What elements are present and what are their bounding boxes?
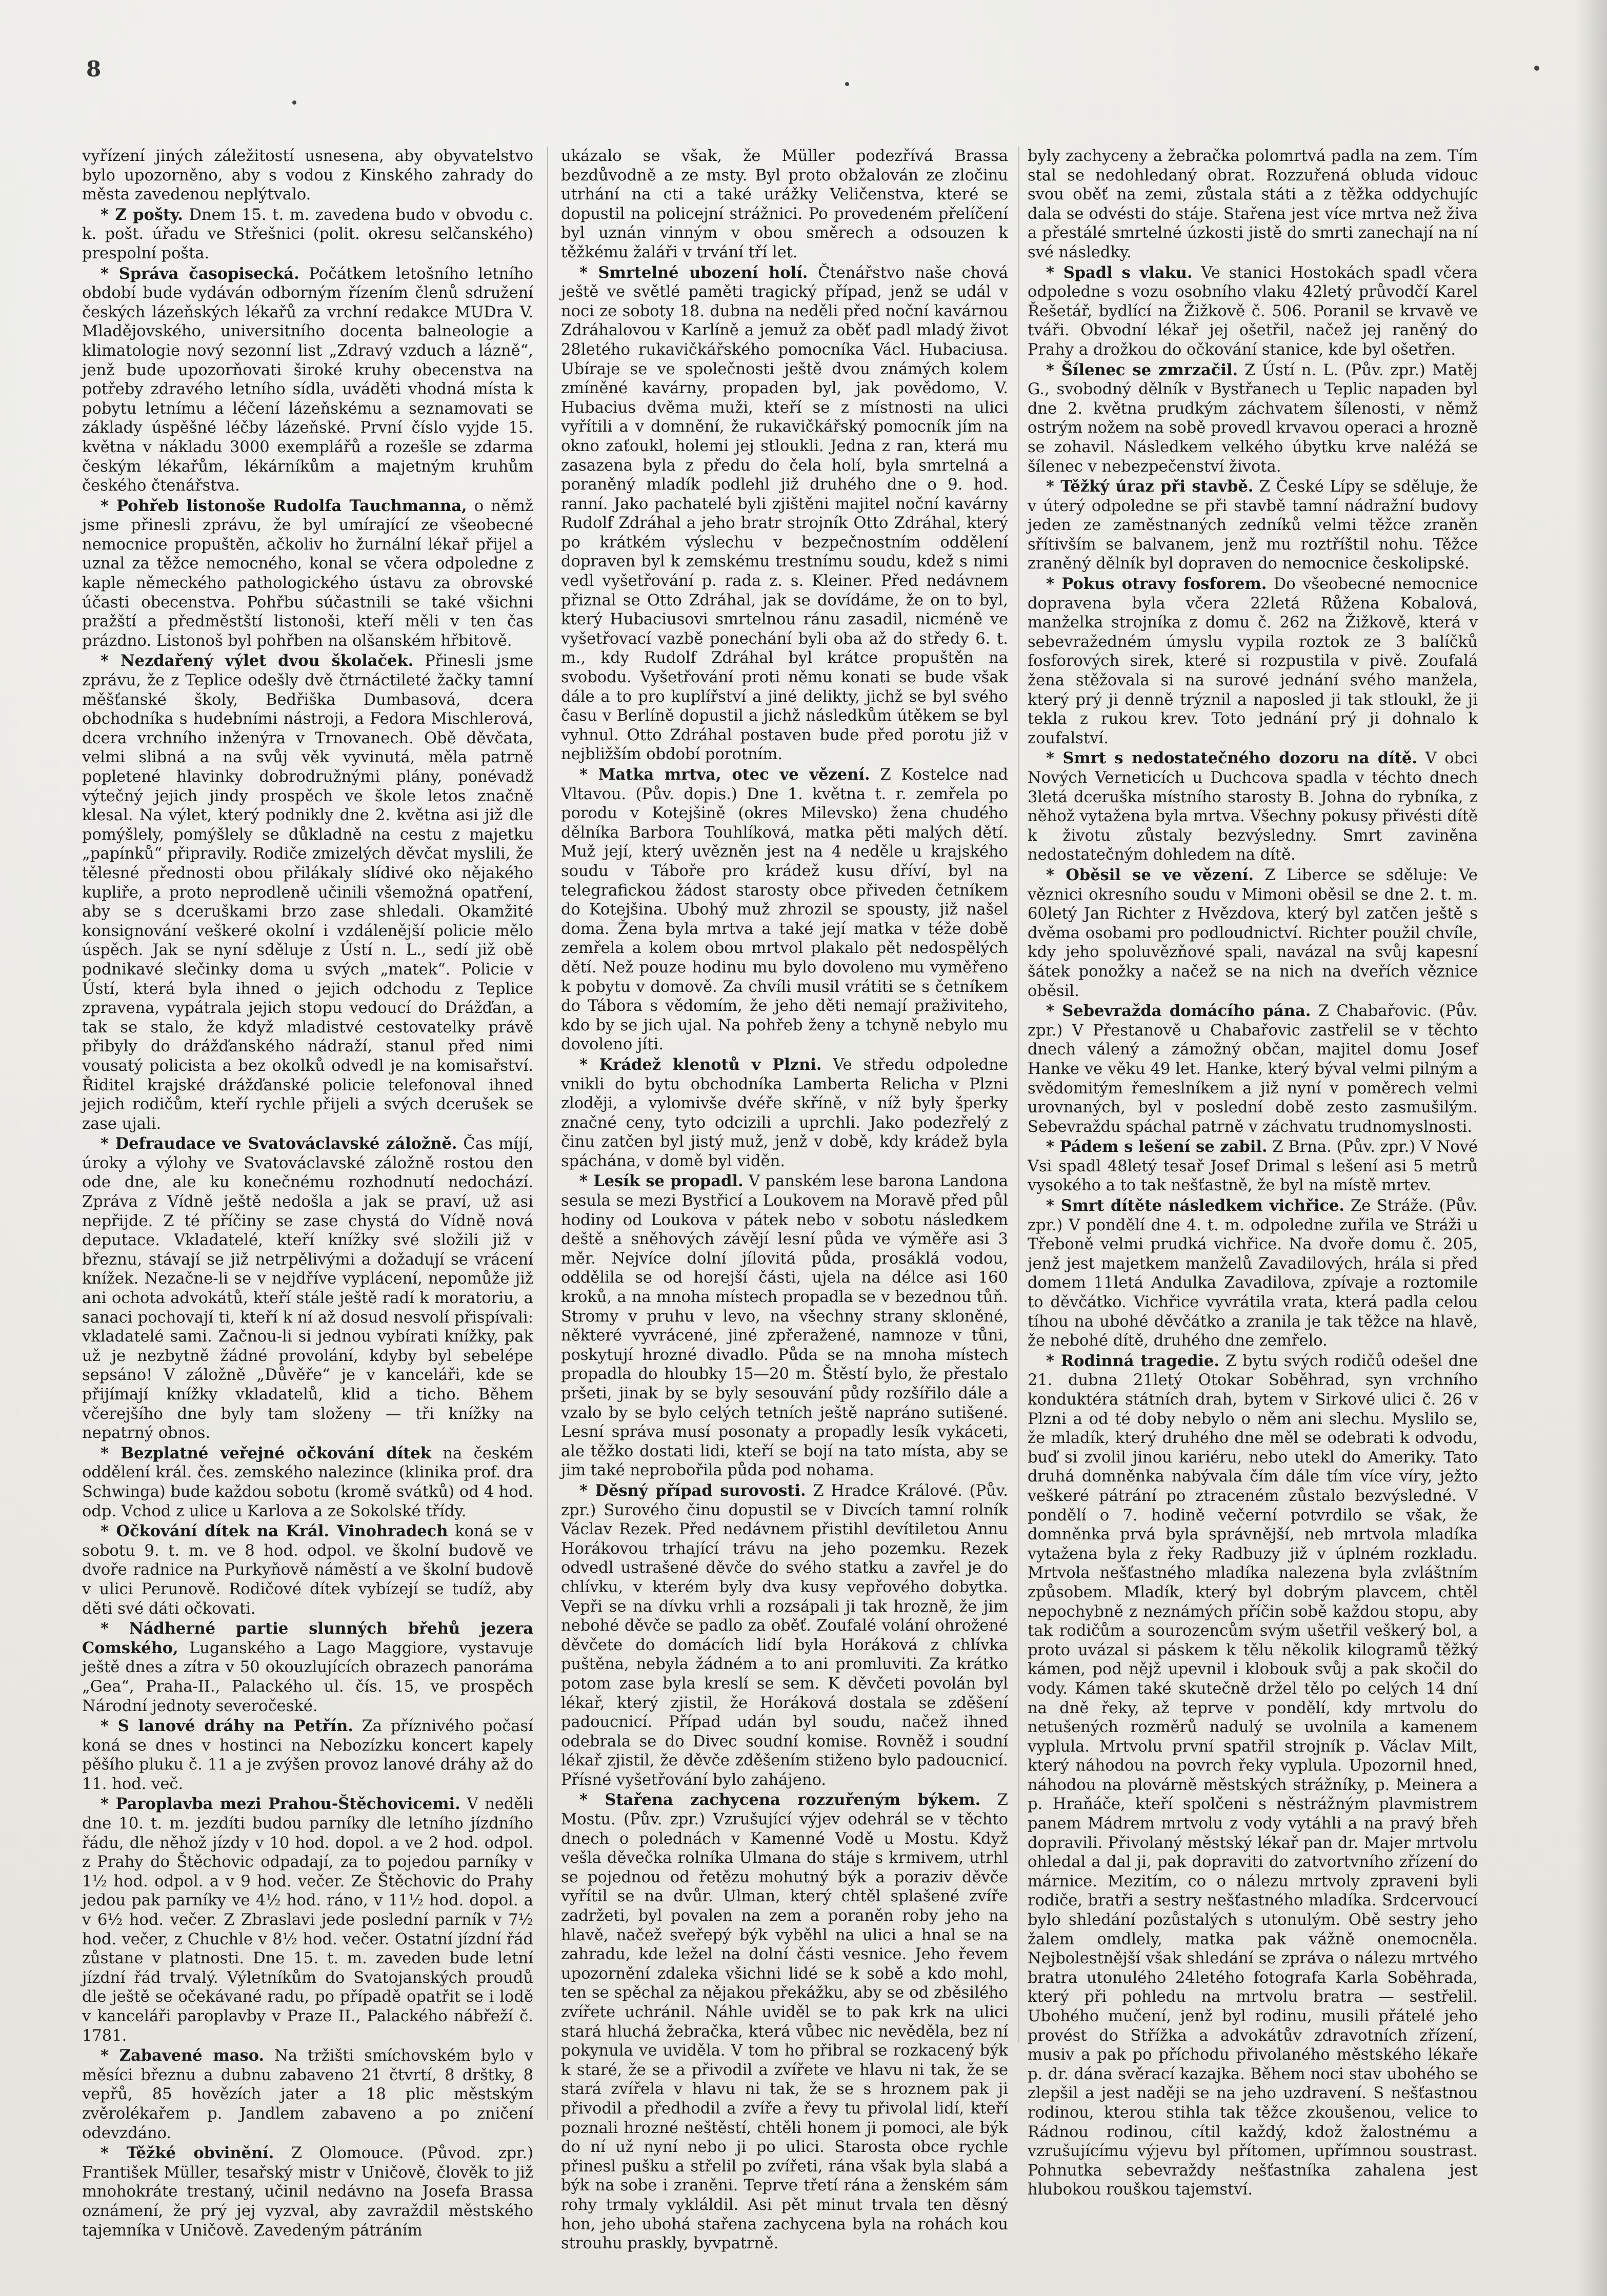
article-paragraph (561, 147, 1008, 262)
article-heading: * Zabavené maso. (101, 2046, 265, 2065)
article-column-1 (82, 147, 533, 2240)
article-heading: * Děsný případ surovosti. (579, 1481, 806, 1500)
speck-mark (845, 82, 849, 86)
column-divider (547, 147, 548, 2120)
article-heading: * Pokus otravy fosforem. (1046, 575, 1267, 594)
article-heading: * Krádež klenotů v Plzni. (579, 1055, 822, 1074)
article-column-2 (561, 147, 1008, 2253)
article-text: Do všeobecné nemocnice dopravena byla včera 22letá Růžena Kobalová, manželka strojníka z domu č. 262 na Žižkově, která v sebevražedném úmyslu vypila roztok ze 3 balíčků fosforových sirek, které si rozpustila v pivě. Zoufalá žena stěžovala si na surové jednání svého manžela, který prý ji denně trýznil a naposled ji tak stloukl, že ji tekla z rukou krev. Toto jednání prý ji dohnalo k zoufalství. (1028, 575, 1478, 747)
article-heading: * Těžký úraz při stavbě. (1046, 477, 1254, 496)
article-paragraph (82, 2046, 533, 2143)
article-paragraph (82, 1619, 533, 1716)
article-text: Z Chabařovic. (Pův. zpr.) V Přestanově u Chabařovic zastřelil se v těchto dnech válený a zámožný občan, majitel domu Josef Hanke ve věku 49 let. Hanke, který býval velmi pilným a svědomitým řemeslníkem a již nyní v poměrech velmi urovnaných, byl v poslední době zesto zasmušilým. Sebevraždu spáchal patrně v záchvatu trudnomyslnosti. (1028, 1002, 1478, 1136)
article-text: Z Brna. (Pův. zpr.) V Nové Vsi spadl 48letý tesař Josef Drimal s lešení asi 5 metrů vysokého a to tak nešťastně, že byl na místě mrtev. (1028, 1138, 1478, 1195)
article-text: Počátkem letošního letního období bude vydáván odborným řízením členů sdružení českých lázeňských lékařů za vrchní redakce MUDra V. Mladějovského, universitního docenta balneologie a klimatologie nový sezonní list „Zdravý vzduch a lázně“, jenž bude upozorňovati široké kruhy obecenstva na potřeby zdravého letního sídla, uváděti vhodná místa k pobytu letnímu a léčení lázeňskému a seznamovati se základy úspěšné léčby lázeňské. První číslo vyjde 15. května v nákladu 3000 exemplářů a rozešle se zdarma českým lékařům, lékárníkům a majetným kruhům českého čtenářstva. (82, 265, 533, 495)
article-text: ukázalo se však, že Müller podezřívá Brassa bezdůvodně a ze msty. Byl proto obžalován ze zločinu utrhání na cti a také urážky Veličenstva, které se dopustil na policejní strážnici. Po provedeném přelíčení byl uznán vinným v obou směrech a odsouzen k těžkému žaláři v trvání tří let. (561, 147, 1008, 261)
article-paragraph (1028, 575, 1478, 748)
article-heading: * Správa časopisecká. (101, 264, 299, 283)
article-paragraph (82, 2144, 533, 2240)
article-text: Čtenářstvo naše chová ještě ve světlé paměti tragický případ, jenž se udál v noci ze soboty 18. dubna na neděli před noční kavárnou Zdráhalovou v Karlíně a jemuž za oběť padl mladý život 28letého rukavičkářského pomocníka Václ. Hubaciusa. Ubíraje se ve společnosti ještě dvou známých kolem zmíněné kavárny, propaden byl, jak povědomo, V. Hubacius dvěma muži, kteří se z místnosti na ulici vyřítili a v domnění, že rukavičkářský pomocník jím na okno zaťoukl, holemi jej stloukli. Jedna z ran, která mu zasazena byla z předu do čela holí, byla smrtelná a poraněný mladík podlehl již druhého dne o 9. hod. ranní. Jako pachatelé byli zjištěni majitel noční kavárny Rudolf Zdráhal a jeho bratr strojník Otto Zdráhal, který po krátkém výslechu v bezpečnostním oddělení dopraven byl k zemskému trestnímu soudu, kdež s nimi vedl vyšetřování p. rada z. s. Kleiner. Před nedávnem přiznal se Otto Zdráhal, jak se dovídáme, že on to byl, který Hubaciusovi smrtelnou ránu zasadil, nicméně ve vyšetřovací vazbě ponechání byli oba až do středy 6. t. m., kdy Rudolf Zdráhal byl krátce propuštěn na svobodu. Vyšetřování proti němu konati se bude však dále a to pro kuplířství a jiné delikty, jichž se byl svého času v Berlíně dopustil a jichž následkům útěkem se byl vyhnul. Otto Zdráhal postaven bude před porotu již v nejbližším období porotním. (561, 263, 1008, 764)
article-heading: * Smrtelné ubození holí. (579, 263, 808, 282)
article-text: Luganského a Lago Maggiore, vystavuje ještě dnes a zítra v 50 okouzlujících obrazech panoráma „Gea“, Praha-II., Palackého ul. čís. 15, ve prospěch Národní jednoty severočeské. (82, 1639, 533, 1715)
article-paragraph (561, 1172, 1008, 1480)
article-paragraph (561, 1791, 1008, 2253)
article-heading: * Bezplatné veřejné očkování dítek (101, 1444, 431, 1462)
page-edge-shadow (1576, 0, 1607, 2296)
article-paragraph (1028, 1137, 1478, 1195)
article-text: V neděli dne 10. t. m. jezdíti budou parníky dle letního jízdního řádu, dle něhož jízdy v 10 hod. dopol. a ve 2 hod. odpol. z Prahy do Štěchovic odpadají, za to pojedou parníky v 1½ hod. odpol. a v 9 hod. večer. Ze Štěchovic do Prahy jedou pak parníky ve 4½ hod. ráno, v 11½ hod. dopol. a v 6½ hod. večer. Z Zbraslavi jede poslední parník v 7½ hod. večer, z Chuchle v 8½ hod. večer. Ostatní jízdní řád zůstane v platnosti. Dne 15. t. m. zaveden bude letní jízdní řád trvalý. Výletníkům do Svatojanských proudů dle ještě se očekávané radu, po případě opatřit se i lodě v kanceláři paroplavby v Praze II., Palackého nábřeží č. 1781. (82, 1795, 533, 2045)
article-text: Z Hradce Králové. (Pův. zpr.) Surového činu dopustil se v Divcích tamní rolník Václav Rezek. Před nedávnem přistihl devítiletou Annu Horákovou trhající trávu na jeho pozemku. Rezek odvedl ustrašené děvče do svého statku a zavřel je do chlívku, v kterém byly dva kusy vepřového dobytka. Vepři se na dívku vrhli a rozsápali ji tak hrozně, že jim nebohé děvče se padlo za oběť. Zoufalé volání ohrožené děvčete do domácích lidí byla Horáková z chlívka puštěna, nebyla žádném a to ani promluviti. Za krátko potom zase byla kreslí se sem. K děvčeti povolán byl lékař, který zjistil, že Horáková dostala se zděšení padoucnicí. Případ udán byl soudu, načež ihned odebrala se do Divec soudní komise. Rovněž i soudní lékař zjistil, že děvče zděšením stiženo bylo padoucnicí. Přísné vyšetřování bylo zahájeno. (561, 1481, 1008, 1789)
article-text: Čas míjí, úroky a výlohy ve Svatováclavské záložně rostou den ode dne, ale ku konečnému rozhodnutí nedochází. Zpráva z Vídně ještě nedošla a jak se praví, už asi nepřijde. Z té příčiny se zase chystá do Vídně nová deputace. Vkladatelé, kteří knížky své složili již v březnu, stávají se již netrpělivými a dožadují se vrácení knížek. Nezačne-li se v nejdříve vyplácení, nepomůže již ani ochota advokátů, kteří stále ještě radí k moratoriu, a sanaci pochovají ti, kteří k ní až dosud nesvolí přispívali: vkladatelé sami. Začnou-li si jednou vybírati knížky, pak už je nezbytně žádné provolání, kdyby byl sebelépe sepsáno! V záložně „Důvěře“ je v kanceláři, kde se přijímají knížky vkladatelů, klid a ticho. Během včerejšího dne byly tam složeny — tři knížky na nepatrný obnos. (82, 1135, 533, 1442)
article-heading: * Pádem s lešení se zabil. (1046, 1137, 1268, 1156)
article-paragraph (1028, 1352, 1478, 2200)
article-text: Na tržišti smíchovském bylo v měsíci březnu a dubnu zabaveno 21 čtvrtí, 8 drštky, 8 vepřů, 85 hovězích jater a 18 plic městským zvěrolékařem p. Jandlem zabaveno a po zničení odevzdáno. (82, 2047, 533, 2142)
article-heading: * S lanové dráhy na Petřín. (101, 1717, 353, 1736)
article-paragraph (82, 265, 533, 496)
article-text: Ve stanici Hostokách spadl včera odpoledne s vozu osobního vlaku 42letý průvodčí Karel Řešetář, bydlící na Žižkově č. 506. Poranil se krvavě ve tváři. Obvodní lékař jej ošetřil, načež jej raněný do Prahy a drožkou do očkování stanice, kde byl ošetřen. (1028, 263, 1478, 359)
article-text: byly zachyceny a žebračka polomrtvá padla na zem. Tím stal se nedohledaný obrat. Rozzuřená obluda vidouc svou oběť na zemi, zůstala státi a z těžka oddychujíc dala se odvésti do stáje. Stařena jest více mrtva než živa a přestálé smrtelné úzkosti jistě do smrti zanechají na ní své následky. (1028, 147, 1478, 261)
article-paragraph (561, 263, 1008, 764)
article-text: koná se v sobotu 9. t. m. ve 8 hod. odpol. ve školní budově ve dvoře radnice na Purkyňově náměstí a ve školní budově v ulici Perunově. Rodičové dítek vybízejí se tudíž, aby děti své dáti očkovati. (82, 1522, 533, 1618)
article-heading: * Lesík se propadl. (579, 1172, 744, 1191)
article-heading: * Z pošty. (101, 205, 183, 224)
article-paragraph (1028, 749, 1478, 865)
article-text: na českém oddělení král. čes. zemského nalezince (klinika prof. dra Schwinga) bude každou sobotu (kromě svátků) od 4 hod. odp. Vchod z ulice u Karlova a ze Sokolské třídy. (82, 1444, 533, 1520)
article-text: Za příznivého počasí koná se dnes v hostinci na Nebozízku koncert kapely pěšího pluku č. 11 a je zvýšen provoz lanové dráhy až do 11. hod. več. (82, 1717, 533, 1793)
article-heading: * Stařena zachycena rozzuřeným býkem. (579, 1791, 981, 1810)
article-paragraph (82, 652, 533, 1133)
article-text: Ze Stráže. (Pův. zpr.) V pondělí dne 4. t. m. odpoledne zuřila ve Stráži u Třeboně velmi prudká vichřice. Na dvoře domu č. 205, jenž jest majetkem manželů Zavadilových, hrála si před domem 11letá Andulka Zavadilova, zpívaje a roztomile to děvčátko. Vichřice vyvrátila vrata, která padla celou tíhou na ubohé děvčátko a zranila je tak těžce na hlavě, že nebohé dítě, druhého dne zemřelo. (1028, 1197, 1478, 1350)
column-divider (1018, 147, 1019, 2043)
article-text: Z Kostelce nad Vltavou. (Pův. dopis.) Dne 1. května t. r. zemřela po porodu v Kotejšině (okres Milevsko) žena chudého dělníka Barbora Touhlíková, matka pěti malých dětí. Muž její, který uvězněn jest na 4 neděle u krajského soudu v Táboře pro krádež kusu dříví, byl na telegrafickou žádost starosty obce přiveden četníkem do Kotejšina. Ubohý muž zhrozil se spousty, již našel doma. Žena byla mrtva a také její matka v téže době zemřela a kolem obou mrtvol plakalo pět nedospělých dětí. Než pouze hodinu mu bylo dovoleno mu vyměřeno k pobytu v domově. Za chvíli musil vrátiti se s četníkem do Tábora s vědomím, že jeho děti nemají praživiteho, kdo by se jich ujal. Na pohřeb ženy a tchyně nebylo mu dovoleno jíti. (561, 766, 1008, 1054)
article-heading: * Oběsil se ve vězení. (1046, 865, 1254, 884)
article-text: Z Mostu. (Pův. zpr.) Vzrušující výjev odehrál se v těchto dnech o polednách v Kamenné Vodě u Mostu. Když vešla děvečka rolníka Ulmana do stáje s krmivem, utrhl se pojednou od řetězu mohutný býk a poraziv děvče vyřítil se na dvůr. Ulman, který chtěl splašené zvíře zadržeti, byl povalen na zem a poraněn roby jeho na hlavě, načež sveřepý býk vyběhl na ulici a hnal se na zahradu, kde ležel na dolní části vesnice. Jeho řevem upozornění zdaleka všichni lidé se k sobě a kdo mohl, ten se spěchal za nějakou překážku, aby se od zběsilého zvířete uchránil. Náhle uviděl se to pak krk na ulici stará hluchá žebračka, která vůbec nic nevěděla, bez ní pokynula ve uviděla. V tom ho přibral se rozkacený býk k staré, že se a přivodil a zvířete ve hlavu ni tak, že se stará zvířela v hlavu ni tak, že se s hroznem pak ji přivodil a předhodil a zvíře a řevy tu přivolal lidí, kteří poznali hrozné neštěstí, chtěli honem ji pomoci, ale býk do ní už nyní nebo ji po ulici. Starosta obce rychle přinesl pušku a střelil po zvířeti, rána však byla slabá a býk na sobe i zraněni. Teprve třetí rána a ženském sám rohy trmaly vykláldil. Asi pět minut trvala ten děsný hon, jeho ubohá stařena zachycena byla na rohách kou strouhu praskly, byvpatrně. (561, 1791, 1008, 2253)
article-text: Z České Lípy se sděluje, že v úterý odpoledne se při stavbě tamní nádražní budovy jeden ze zaměstnaných zedníků velmi těžce zraněn sřítivším se balvanem, jenž mu roztříštil nohu. Těžce zraněný dělník byl dopraven do nemocnice českolipské. (1028, 478, 1478, 573)
article-paragraph (1028, 263, 1478, 360)
article-column-3 (1028, 147, 1478, 2199)
article-heading: * Spadl s vlaku. (1046, 263, 1193, 282)
article-paragraph (561, 1481, 1008, 1790)
speck-mark (1534, 66, 1539, 71)
article-heading: * Těžké obvinění. (101, 2144, 274, 2163)
article-heading: * Šílenec se zmrzačil. (1046, 360, 1238, 379)
article-paragraph (1028, 477, 1478, 574)
article-paragraph (561, 765, 1008, 1054)
article-paragraph (1028, 1002, 1478, 1136)
article-text: vyřízení jiných záležitostí usnesena, aby obyvatelstvo bylo upozorněno, aby s vodou z Kinského zahrady do města zavedenou neplýtvalo. (82, 147, 533, 204)
article-heading: * Nádherné partie slunných břehů jezera Comského, (82, 1619, 533, 1657)
article-text: Z bytu svých rodičů odešel dne 21. dubna 21letý Otokar Soběhrad, syn vrchního konduktéra státních drah, bytem v Sirkové ulici č. 26 v Plzni a od té doby nebylo o něm ani slechu. Myslilo se, že mladík, který druhého dne měl se odebrati k odvodu, buď si zvolil jinou kariéru, nebo utekl do Ameriky. Tato druhá domněnka nabývala čím dále tím více víry, ježto veškeré pátrání po ztraceném zůstalo bezvýsledné. V pondělí o 7. hodině večerní potvrdilo se však, že domněnka prvá byla správnější, neb mrtvola mladíka vytažena byla z řeky Radbuzy již v úplném rozkladu. Mrtvola nešťastného mladíka nalezena byla zvláštním způsobem. Mladík, který byl dobrým plavcem, chtěl nepochybně z neznámých příčin sobě každou stopu, aby tak rodičům a sourozencům svým ušetřil veškerý bol, a proto uvázal si páskem k tělu několik kilogramů těžký kámen, pod nějž upevnil i klobouk svůj a pak skočil do vody. Kámen také skutečně držel tělo po celých 14 dní na dně řeky, až teprve v pondělí, kdy mrtvolu do netušených rozměrů nadulý se uvolnila a kamenem vyplula. Mrtvolu první spatřil strojník p. Václav Milt, který náhodou na povrch řeky vyplula. Upozornil hned, náhodou na plovárně městských strážníky, p. Meinera a p. Hraňáče, kteří spolčeni s něstrážným plavmistrem panem Mádrem mrtvolu z vody vytáhli a na pravý břeh dopravili. Přivolaný městský lékař pan dr. Majer mrtvolu ohledal a dal ji, pak dopraviti do zatvortvního zřízení do márnice. Mezitím, co o nálezu mrtvoly zpraveni byli rodiče, bratři a sestry nešťastného mladíka. Srdcervoucí bylo shledání pozůstalých s utonulým. Obě sestry jeho žalem omdlely, matka pak vážně onemocněla. Nejbolestnější však shledání se zpráva o nálezu mrtvého bratra utonulého 24letého fotografa Karla Soběhrada, který při pohledu na mrtvolu bratra — sestřelil. Ubohého mučení, jenž byl rodinu, musili přátelé jeho provést do Střížka a advokátův zdravotních zřízení, musiv a pak po příchodu přivolaného městského lékaře p. dr. dána svěrací kazajka. Během noci stav ubohého se zlepšil a jest naději se na jeho uzdravení. S nešťastnou rodinou, kterou stihla tak těžce zkoušenou, velice to Rádnou rodinou, cítil každý, kdož žalostnému a vzrušujícímu výjevu byl přítomen, upřímnou soustrast. Pohnutka sebevraždy nešťastníka zahalena jest hlubokou rouškou tajemství. (1028, 1352, 1478, 2199)
article-paragraph (1028, 361, 1478, 477)
article-text: V panském lese barona Landona sesula se mezi Bystřicí a Loukovem na Moravě před půl hodiny od Loukova v pátek nebo v sobotu následkem deště a sněhových závějí lesní půda ve výměře asi 3 měr. Nejvíce dolní jílovitá půda, prosáklá vodou, oddělila se od horejší části, ujela na délce asi 160 kroků, a na mnoha místech propadla se v bezednou tůň. Stromy v pruhu v levo, na všechny strany skloněné, některé vyvrácené, jiné zpřeražené, namnoze v tůni, poskytují hrozné divadlo. Půda se na mnoha místech propadla do hloubky 15—20 m. Štěstí bylo, že přestalo pršeti, jinak by se byly sesouvání půdy rozšířilo dále a vzalo by se bylo celých tetních ještě napráno sutišené. Lesní správa musí posonaty a propadly lesík vykáceti, ale těžko dostati lidi, kteří se bojí na tato místa, aby se jim také neprobořila půda pod nohama. (561, 1172, 1008, 1480)
article-heading: * Matka mrtva, otec ve vězení. (579, 765, 870, 784)
article-heading: * Defraudace ve Svatováclavské záložně. (101, 1134, 457, 1153)
article-paragraph (82, 1134, 533, 1443)
article-text: Z Olomouce. (Původ. zpr.) František Müller, tesařský mistr v Uničově, člověk to již mnohokráte trestaný, učinil nedávno na Josefa Brassa oznámení, že prý jej vyzval, aby zavraždil městského tajemníka v Uničově. Zavedeným pátráním (82, 2144, 533, 2240)
article-text: Přinesli jsme zprávu, že z Teplice odešly dvě čtrnáctileté žačky tamní měšťanské školy, Bedřiška Dumbasová, dcera obchodníka s hudebními nástroji, a Fedora Mischlerová, dcera vrchního inženýra v Trnovanech. Obě děvčata, velmi slibná a na svůj věk vyvinutá, měla patrně popletené hlavinky dobrodružnými plány, ponévadž výtečný jejich jindy prospěch ve škole letos značně klesal. Na výlet, který podnikly dne 2. května asi již dle pomýšlely, pomýšlely se důkladně na cestu z majetku „papínků“ připravily. Rodiče zmizelých děvčat myslili, že tělesné přednosti obou přilákaly slídivé oko nějakého kupliře, a proto neprodleně učinili všemožná opatření, aby se s dceruškami brzo zase shledali. Okamžité konsignování veškeré okolní i vzdálenější policie mělo úspěch. Jak se nyní sděluje z Ústí n. L., sedí již obě podnikavé slečinky doma u svých „matek“. Policie v Ústí, která byla ihned o jejich odchodu z Teplice zpravena, vypátrala jejich stopu vedoucí do Drážďan, a tak se stalo, že když mladistvé cestovatelky právě přibyly do drážďanského nádraží, stanul před nimi vousatý policista a bez okolků odvedl je na komisařství. Řiditel krajské drážďanské policie telefonoval ihned jejich rodičům, kteří rychle přijeli a svých dcerušek se zase ujali. (82, 652, 533, 1133)
article-paragraph (82, 497, 533, 651)
article-paragraph (82, 1444, 533, 1521)
article-text: o němž jsme přinesli zprávu, že byl umírající ze všeobecné nemocnice propuštěn, ačkoliv ho žurnální lékař přijel a uznal za těžce nemocného, konal se včera odpoledne z kaple německého pathologického ústavu za obrovské účasti obecenstva. Pohřbu súčastnili se také všichni pražští a předměstští listonoši, kteří měli v ten čas prázdno. Listonoš byl pohřben na olšanském hřbitově. (82, 497, 533, 650)
article-paragraph (82, 206, 533, 263)
article-paragraph (82, 147, 533, 205)
article-text: Z Ústí n. L. (Pův. zpr.) Matěj G., svobodný dělník v Bystřanech u Teplic napaden byl dne 2. května prudkým záchvatem šílenosti, v němž ostrým nožem na sobě provedl krvavou operaci a hrozně se zohavil. Následkem velkého úbytku krve naléžá se šílenec v nebezpečenství života. (1028, 361, 1478, 476)
article-heading: * Nezdařený výlet dvou školaček. (101, 652, 414, 670)
article-paragraph (82, 1522, 533, 1618)
article-paragraph (1028, 1196, 1478, 1351)
article-text: Z Liberce se sděluje: Ve věznici okresního soudu v Mimoni oběsil se dne 2. t. m. 60letý Jan Richter z Hvězdova, který byl zatčen ještě s dvěma osobami pro podloudnictví. Richter použil chvíle, kdy jeho spoluvězňové spali, navázal na svůj kapesní šátek ponožky a načež se na nich na dveřích věznice oběsil. (1028, 866, 1478, 1000)
article-heading: * Pohřeb listonoše Rudolfa Tauchmanna, (101, 496, 467, 515)
article-paragraph (561, 1055, 1008, 1171)
article-text: V obci Nových Verneticích u Duchcova spadla v téchto dnech 3letá dceruška místního starosty B. Johna do rybníka, z něhož vytažena byla mrtva. Všechny pokusy přivésti dítě k životu zůstaly bezvýsledny. Smrt zaviněna nedostatečným dohledem na dítě. (1028, 749, 1478, 864)
article-paragraph (1028, 866, 1478, 1001)
article-heading: * Sebevražda domácího pána. (1046, 1002, 1311, 1021)
article-heading: * Smrt dítěte následkem vichřice. (1046, 1196, 1345, 1215)
page-number: 8 (86, 56, 102, 82)
article-paragraph (82, 1795, 533, 2045)
speck-mark (292, 100, 296, 105)
article-text: Ve středu odpoledne vnikli do bytu obchodníka Lamberta Relicha v Plzni zloději, a vylomivše dvéře skříně, v níž byly šperky značné ceny, tyto odcizili a uprchli. Jako podezřelý z činu zatčen byl jistý muž, jenž v době, kdy krádež byla spáchána, v domě byl viděn. (561, 1055, 1008, 1170)
article-paragraph (1028, 147, 1478, 262)
article-heading: * Smrt s nedostatečného dozoru na dítě. (1046, 749, 1417, 768)
article-paragraph (82, 1717, 533, 1794)
article-heading: * Paroplavba mezi Prahou-Štěchovicemi. (101, 1795, 460, 1814)
article-text: Dnem 15. t. m. zavedena budo v obvodu c. k. pošt. úřadu ve Střešnici (polit. okresu selčanského) prespolní pošta. (82, 206, 533, 262)
article-heading: * Očkování dítek na Král. Vinohradech (101, 1522, 448, 1541)
article-heading: * Rodinná tragedie. (1046, 1351, 1220, 1370)
